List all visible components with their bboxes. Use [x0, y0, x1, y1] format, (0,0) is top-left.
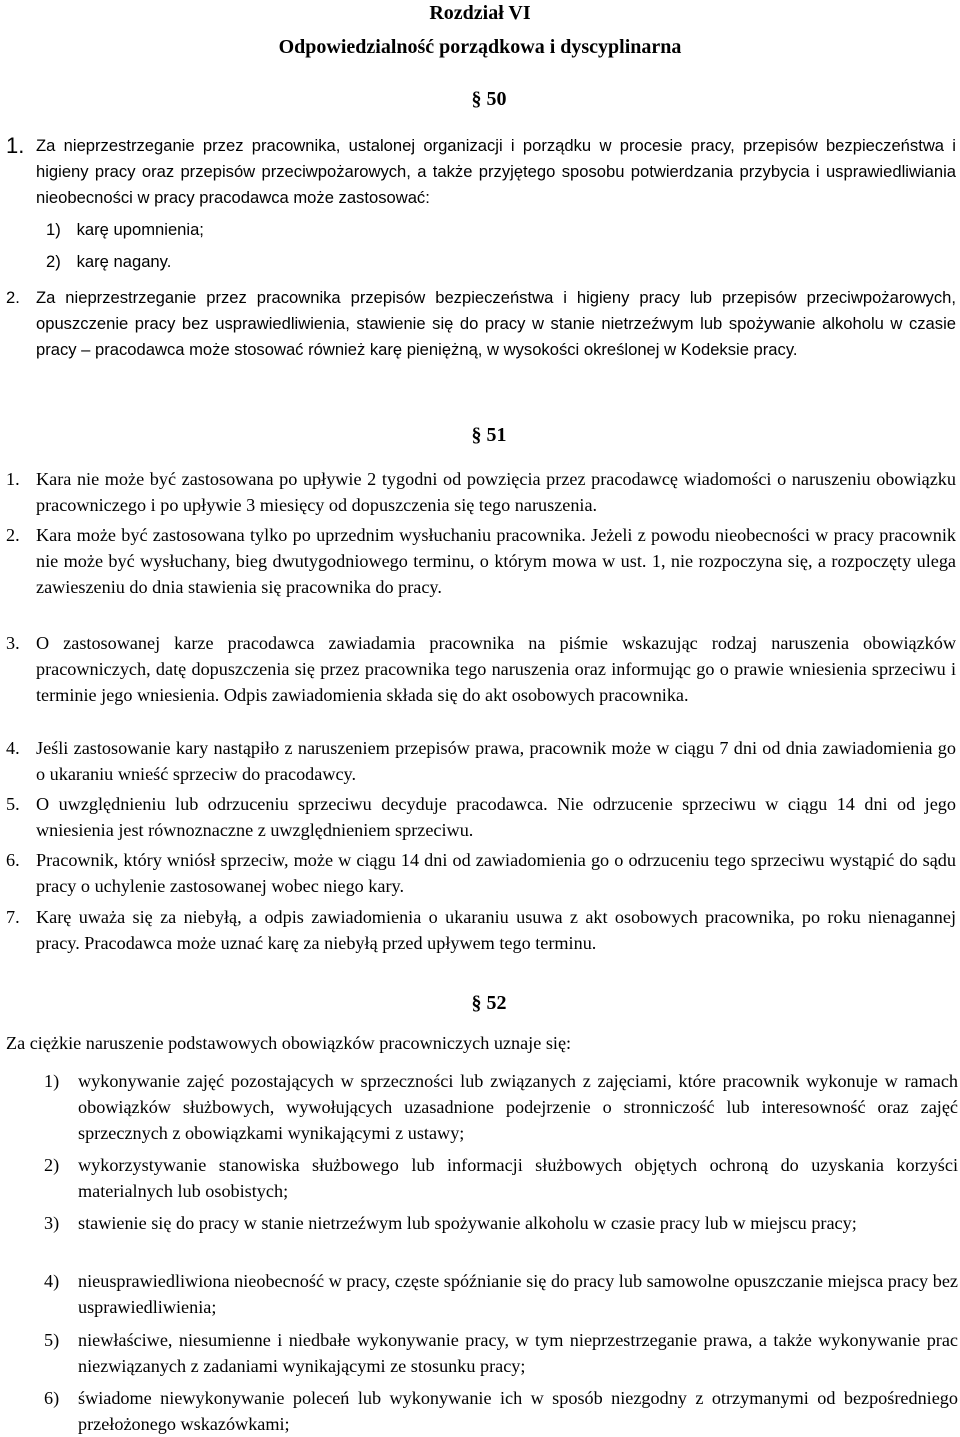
- s51-item-text: Pracownik, który wniósł sprzeciw, może w ciągu 14 dni od zawiadomienia go o odrzuceniu tego sprzeciwu wystąpić do sądu pracy o uchylenie zastosowanej wobec niego kary.: [36, 850, 956, 896]
- s51-item-text: O uwzględnieniu lub odrzuceniu sprzeciwu decyduje pracodawca. Nie odrzucenie sprzeciwu w ciągu 14 dni od jego wniesienia jest równoznaczne z uwzględnieniem sprzeciwu.: [36, 794, 956, 840]
- s51-item-text: Kara nie może być zastosowana po upływie 2 tygodni od powzięcia przez pracodawcę wiadomości o naruszeniu obowiązku pracowniczego i po upływie 3 miesięcy od dopuszczenia się tego naruszenia.: [36, 469, 956, 515]
- s51-item: [6, 847, 956, 899]
- s51-item: [6, 522, 956, 600]
- s51-item-text: Kara może być zastosowana tylko po uprzednim wysłuchaniu pracownika. Jeżeli z powodu nieobecności w pracy pracownik nie może być wysłuchany, bieg dwutygodniowego terminu, o którym mowa w ust. 1, nie rozpoczyna się, a rozpoczęty ulega zawieszeniu do dnia stawienia się pracownika do pracy.: [36, 525, 956, 597]
- s50-paragraph-2-text: Za nieprzestrzeganie przez pracownika przepisów bezpieczeństwa i higieny pracy lub przepisów przeciwpożarowych, opuszczenie pracy bez usprawiedliwienia, stawienie się do pracy w stanie nietrzeźwym lub spożywanie alkoholu w czasie pracy – pracodawca może stosować również karę pieniężną, w wysokości określonej w Kodeksie pracy.: [36, 288, 956, 359]
- s50-paragraph-1-text: Za nieprzestrzeganie przez pracownika, ustalonej organizacji i porządku w procesie pracy, przepisów bezpieczeństwa i higieny pracy oraz przepisów przeciwpożarowych, a także przyjętego sposobu potwierdzania przybycia i usprawiedliwiania nieobecności w pracy pracodawca może zastosować:: [36, 136, 956, 207]
- s52-list-item: [44, 1327, 958, 1379]
- s52-list-item: [44, 1210, 958, 1236]
- s52-list-item: [44, 1068, 958, 1146]
- s50-sub-item-1-number: 1): [46, 220, 61, 239]
- s51-item: [6, 904, 956, 956]
- chapter-title: Rozdział VI: [429, 2, 531, 24]
- s52-list-item-text: niewłaściwe, niesumienne i niedbałe wykonywanie pracy, w tym nieprzestrzeganie prawa, a także wykonywanie prac niezwiązanych z zadaniami wynikającymi ze stosunku pracy;: [78, 1330, 958, 1376]
- s52-list-item-text: świadome niewykonywanie poleceń lub wykonywanie ich w sposób niezgodny z otrzymanymi od bezpośredniego przełożonego wskazówkami;: [78, 1388, 958, 1434]
- s51-item-number: 6.: [6, 850, 20, 870]
- section-50-heading: [0, 88, 960, 111]
- s52-list-item-number: 4): [44, 1271, 60, 1291]
- s51-item-number: 7.: [6, 907, 20, 927]
- s52-list-item: [44, 1152, 958, 1204]
- s51-item-number: 2.: [6, 525, 20, 545]
- s51-item: [6, 791, 956, 843]
- s51-item-number: 5.: [6, 794, 20, 814]
- s50-sub-item-2-text: karę nagany.: [76, 252, 172, 271]
- s52-list-item-number: 1): [44, 1071, 60, 1091]
- s51-item: [6, 466, 956, 518]
- s52-list-item-number: 6): [44, 1388, 60, 1408]
- section-52-label: § 52: [471, 992, 507, 1014]
- s50-sub-item-1: [46, 220, 204, 240]
- s52-list-item-text: stawienie się do pracy w stanie nietrzeźwym lub spożywanie alkoholu w czasie pracy lub w miejscu pracy;: [78, 1213, 857, 1233]
- section-50-label: § 50: [471, 88, 507, 110]
- s50-paragraph-2-number: 2.: [6, 288, 20, 307]
- s51-item-number: 4.: [6, 738, 20, 758]
- s52-list-item: [44, 1268, 958, 1320]
- s52-list-item-number: 3): [44, 1213, 60, 1233]
- section-52-heading: [0, 992, 960, 1015]
- section-51-heading: [0, 424, 960, 447]
- s50-paragraph-1-number: 1.: [6, 133, 25, 158]
- s51-item: [6, 630, 956, 708]
- s52-list-item-number: 2): [44, 1155, 60, 1175]
- chapter-subtitle: Odpowiedzialność porządkowa i dyscyplinarna: [278, 36, 682, 58]
- s51-item-text: Karę uważa się za niebyłą, a odpis zawiadomienia o ukaraniu usuwa z akt osobowych pracownika, po roku nienagannej pracy. Pracodawca może uznać karę za niebyłą przed upływem tego terminu.: [36, 907, 956, 953]
- s52-list-item-number: 5): [44, 1330, 60, 1350]
- s51-item-text: Jeśli zastosowanie kary nastąpiło z naruszeniem przepisów prawa, pracownik może w ciągu 7 dni od dnia zawiadomienia go o ukaraniu wnieść sprzeciw do pracodawcy.: [36, 738, 956, 784]
- s52-list-item-text: wykorzystywanie stanowiska służbowego lub informacji służbowych objętych ochroną do uzyskania korzyści materialnych lub osobistych;: [78, 1155, 958, 1201]
- s50-paragraph-2: [6, 285, 956, 363]
- s51-item-text: O zastosowanej karze pracodawca zawiadamia pracownika na piśmie wskazując rodzaj naruszenia obowiązków pracowniczych, datę dopuszczenia się przez pracownika tego naruszenia oraz informując go o prawie wniesienia sprzeciwu i terminie jego wniesienia. Odpis zawiadomienia składa się do akt osobowych pracownika.: [36, 633, 956, 705]
- s52-intro: Za ciężkie naruszenie podstawowych obowiązków pracowniczych uznaje się:: [6, 1033, 572, 1053]
- section-51-label: § 51: [471, 424, 507, 446]
- s51-item: [6, 735, 956, 787]
- s51-item-number: 3.: [6, 633, 20, 653]
- s52-list-item-text: nieusprawiedliwiona nieobecność w pracy, częste spóźnianie się do pracy lub samowolne opuszczanie miejsca pracy bez usprawiedliwienia;: [78, 1271, 958, 1317]
- s52-list-item-text: wykonywanie zajęć pozostających w sprzeczności lub związanych z zajęciami, które pracownik wykonuje w ramach obowiązków służbowych, wywołujących uzasadnione podejrzenie o stronniczość lub interesowność oraz zajęć sprzecznych z obowiązkami wynikającymi z ustawy;: [78, 1071, 958, 1143]
- s50-paragraph-1: [6, 133, 956, 211]
- s51-item-number: 1.: [6, 469, 20, 489]
- s50-sub-item-2-number: 2): [46, 252, 61, 271]
- s50-sub-item-1-text: karę upomnienia;: [76, 220, 204, 239]
- s52-list-item: [44, 1385, 958, 1437]
- s50-sub-item-2: [46, 252, 171, 272]
